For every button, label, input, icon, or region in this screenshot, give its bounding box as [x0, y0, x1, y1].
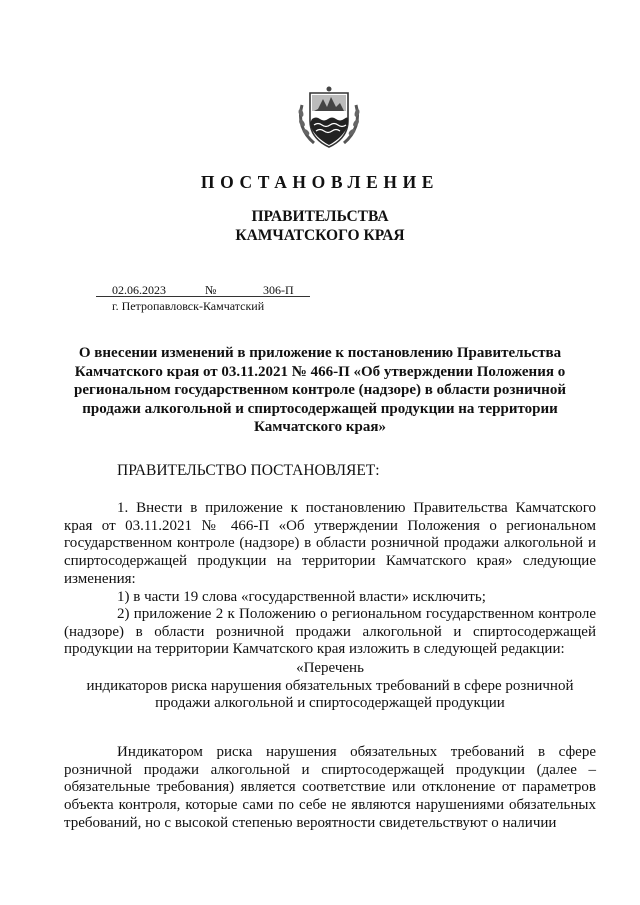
list-title [64, 660, 596, 713]
decree-phrase: ПРАВИТЕЛЬСТВО ПОСТАНОВЛЯЕТ: [117, 462, 380, 479]
list-title-line-2: индикаторов риска нарушения обязательных требований в сфере розничной [86, 677, 574, 694]
document-title [64, 344, 576, 437]
subitem-1-paragraph: 1) в части 19 слова «государственной власти» исключить; [117, 589, 486, 605]
number-sign: № [205, 283, 217, 297]
title-line: Камчатского края от 03.11.2021 № 466-П «Об утверждении Положения о [74, 363, 566, 380]
title-line: региональном государственном контроле (надзоре) в области розничной [74, 382, 566, 398]
issuer-heading [0, 207, 640, 245]
title-line: О внесении изменений в приложение к постановлению Правительства [78, 345, 562, 361]
final-paragraph: Индикатором риска нарушения обязательных требований в сфере розничной продажи алкогольной и спиртосодержащей продукции (далее – обязательные требования) является соответствие или отклонение от параметров объекта контроля, которые сами по себе не являются нарушениями обязательных требований, но с высокой степенью вероятности свидетельствуют о наличии [64, 744, 596, 831]
document-type-heading: ПОСТАНОВЛЕНИЕ [200, 172, 440, 192]
coat-of-arms-icon [296, 85, 362, 151]
issuer-line-1: ПРАВИТЕЛЬСТВА [251, 208, 389, 225]
registration-underline [96, 296, 310, 297]
list-title-line-1: «Перечень [296, 660, 364, 676]
place-of-issue: г. Петропавловск-Камчатский [112, 299, 265, 313]
title-line: продажи алкогольной и спиртосодержащей продукции на территории [82, 400, 558, 417]
item-1-paragraph: 1. Внести в приложение к постановлению Правительства Камчатского края от 03.11.2021 № 466-П «Об утверждении Положения о региональном государственном контроле (надзоре) в области розничной продажи алкогольной и спиртосодержащей продукции на территории Камчатского края» следующие изменения: [64, 500, 596, 587]
subitem-2-paragraph: 2) приложение 2 к Положению о региональном государственном контроле (надзоре) в области розничной продажи алкогольной и спиртосодержащей продукции на территории Камчатского края изложить в следующей редакции: [64, 606, 596, 658]
title-line: Камчатского края» [254, 419, 386, 435]
issuer-line-2: КАМЧАТСКОГО КРАЯ [235, 227, 405, 244]
list-title-line-3: продажи алкогольной и спиртосодержащей продукции [155, 695, 505, 712]
document-number: 306-П [263, 283, 294, 297]
document-date: 02.06.2023 [112, 283, 166, 297]
